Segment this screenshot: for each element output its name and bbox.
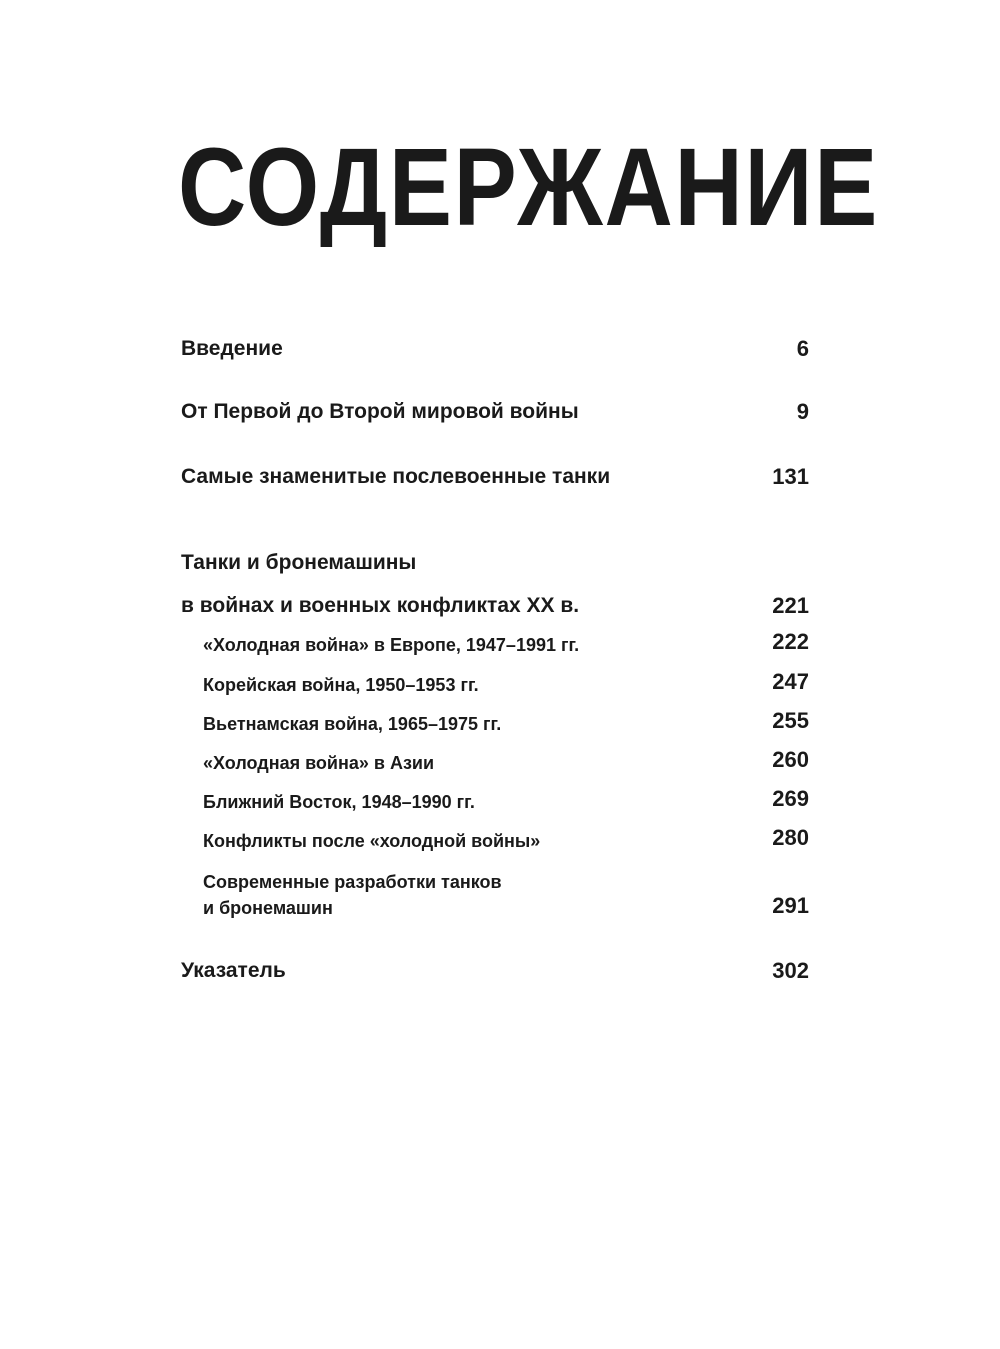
toc-entry-page: 291 xyxy=(772,893,809,918)
toc-entry-label: Самые знаменитые послевоенные танки xyxy=(181,465,611,488)
toc-subentry-vietnam-war[interactable] xyxy=(203,708,809,740)
page-title: СОДЕРЖАНИЕ xyxy=(178,126,880,249)
toc-subentry-cold-war-europe[interactable] xyxy=(203,629,809,661)
toc-entry-page: 6 xyxy=(796,336,809,361)
toc-entry-index[interactable] xyxy=(181,958,809,988)
toc-entry-label: Ближний Восток, 1948–1990 гг. xyxy=(203,792,475,812)
toc-entry-page: 247 xyxy=(772,669,809,694)
toc-entry-page: 222 xyxy=(772,629,809,654)
toc-entry-page: 280 xyxy=(772,825,809,850)
toc-subentry-cold-war-asia[interactable] xyxy=(203,747,809,779)
toc-subentry-korean-war[interactable] xyxy=(203,669,809,701)
toc-entry-label: Конфликты после «холодной войны» xyxy=(203,831,541,851)
toc-entry-page: 269 xyxy=(772,786,809,811)
toc-entry-label: Введение xyxy=(181,337,283,360)
toc-entry-page: 302 xyxy=(772,958,809,983)
toc-entry-postwar-tanks[interactable] xyxy=(181,464,809,494)
toc-entry-page: 9 xyxy=(796,399,809,424)
toc-entry-label: От Первой до Второй мировой войны xyxy=(181,400,579,423)
toc-entry-page: 260 xyxy=(772,747,809,772)
toc-entry-label: «Холодная война» в Европе, 1947–1991 гг. xyxy=(203,635,580,655)
toc-subentry-middle-east[interactable] xyxy=(203,786,809,818)
toc-entry-introduction[interactable] xyxy=(181,336,809,366)
toc-entry-page: 255 xyxy=(772,708,809,733)
toc-subentry-post-cold-war-conflicts[interactable] xyxy=(203,825,809,857)
toc-entry-tanks-in-wars[interactable] xyxy=(181,550,809,620)
toc-subentry-modern-developments[interactable] xyxy=(203,870,809,926)
toc-entry-page: 221 xyxy=(772,593,809,618)
toc-entry-label: Корейская война, 1950–1953 гг. xyxy=(203,675,479,695)
toc-entry-label-line2: и бронемашин xyxy=(203,898,333,918)
toc-entry-label: Вьетнамская война, 1965–1975 гг. xyxy=(203,714,502,734)
toc-entry-first-to-second-world-war[interactable] xyxy=(181,399,809,429)
toc-entry-label: Указатель xyxy=(181,959,286,982)
toc-entry-label: Современные разработки танков xyxy=(203,872,502,892)
toc-entry-label: Танки и бронемашины xyxy=(181,551,417,574)
toc-entry-page: 131 xyxy=(772,464,809,489)
toc-entry-label: «Холодная война» в Азии xyxy=(203,753,435,773)
toc-entry-label-line2: в войнах и военных конфликтах XX в. xyxy=(181,594,580,617)
